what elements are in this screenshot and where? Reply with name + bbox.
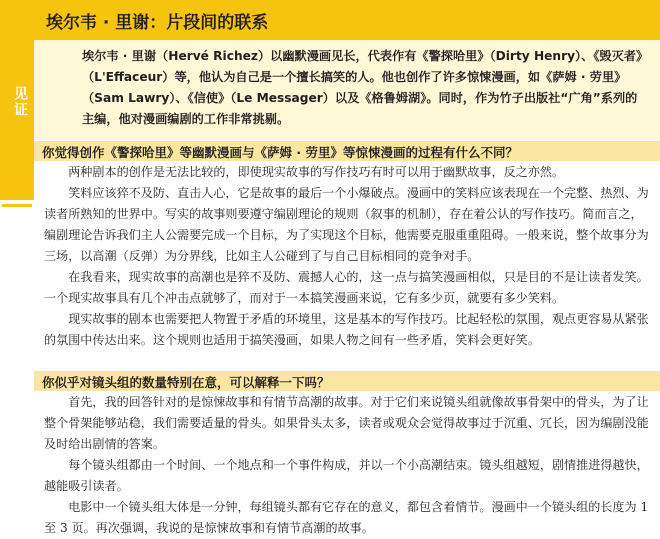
intro-text: 埃尔韦 · 里谢（Hervé Richez）以幽默漫画见长，代表作有《警探哈里》（Dirty Henry）、《毁灭者》（L'Effaceur）等，他认为自己是一个擅长搞笑的人。他也创作了许多惊悚漫画，如《萨姆 · 劳里》（Sam Lawry）、《信使》（Le Messager）以及《格鲁姆湖》。同时，作为竹子出版社“广角”系列的主编，他对漫画编剧的工作非常挑剔。 [82,49,643,126]
answer-paragraph: 笑料应该猝不及防、直击人心，它是故事的最后一个小爆破点。漫画中的笑料应该表现在一个完整、热烈、为读者所熟知的世界中。写实的故事则要遵守编剧理论的规则（叙事的机制），存在着公认的写作技巧。简而言之，编剧理论告诉我们主人公需要完成一个目标，为了实现这个目标，他需要克服重重阻碍。一般来说，整个故事分为三场，以高潮（反弹）为分界线，比如主人公碰到了与自己目标相同的竞争对手。 [44,186,649,263]
page-title: 埃尔韦 · 里谢：片段间的联系 [46,13,269,33]
question-1: 你觉得创作《警探哈里》等幽默漫画与《萨姆 · 劳里》等惊悚漫画的过程有什么不同？ [42,145,518,160]
left-sidebar [0,0,34,537]
answer-paragraph: 电影中一个镜头组大体是一分钟，每组镜头都有它存在的意义，都包含着情节。漫画中一个镜头组的长度为 1 至 3 页。再次强调，我说的是惊悚故事和有情节高潮的故事。 [44,500,649,535]
answer-paragraph: 现实故事的剧本也需要把人物置于矛盾的环境里，这是基本的写作技巧。比起轻松的氛围，观点更容易从紧张的氛围中传达出来。这个规则也适用于搞笑漫画，如果人物之间有一些矛盾，笑料会更好笑。 [44,312,649,347]
answer-section-1 [34,162,654,351]
question-bar-2 [34,371,660,391]
answer-paragraph: 两种剧本的创作是无法比较的，即使现实故事的写作技巧有时可以用于幽默故事，反之亦然。 [68,165,565,179]
answer-paragraph: 首先，我的回答针对的是惊悚故事和有情节高潮的故事。对于它们来说镜头组就像故事骨架中的骨头，为了让整个骨架能够站稳，我们需要适量的骨头。如果骨头太多，读者或观众会觉得故事过于沉重、冗长，因为编剧没能及时给出剧情的答案。 [44,395,649,451]
page-header [34,0,660,40]
sidebar-label: 见证 [12,86,28,118]
answer-paragraph: 在我看来，现实故事的高潮也是猝不及防、震撼人心的，这一点与搞笑漫画相似，只是目的不是让读者发笑。一个现实故事具有几个冲击点就够了，而对于一本搞笑漫画来说，它有多少页，就要有多少笑料。 [44,270,649,305]
question-bar-1 [34,141,660,161]
sidebar-stripes [2,183,32,211]
answer-paragraph: 每个镜头组都由一个时间、一个地点和一个事件构成，并以一个小高潮结束。镜头组越短，剧情推进得越快，越能吸引读者。 [44,458,649,493]
question-2: 你似乎对镜头组的数量特别在意，可以解释一下吗？ [42,375,330,390]
answer-section-2 [34,392,654,539]
intro-box [34,40,660,140]
